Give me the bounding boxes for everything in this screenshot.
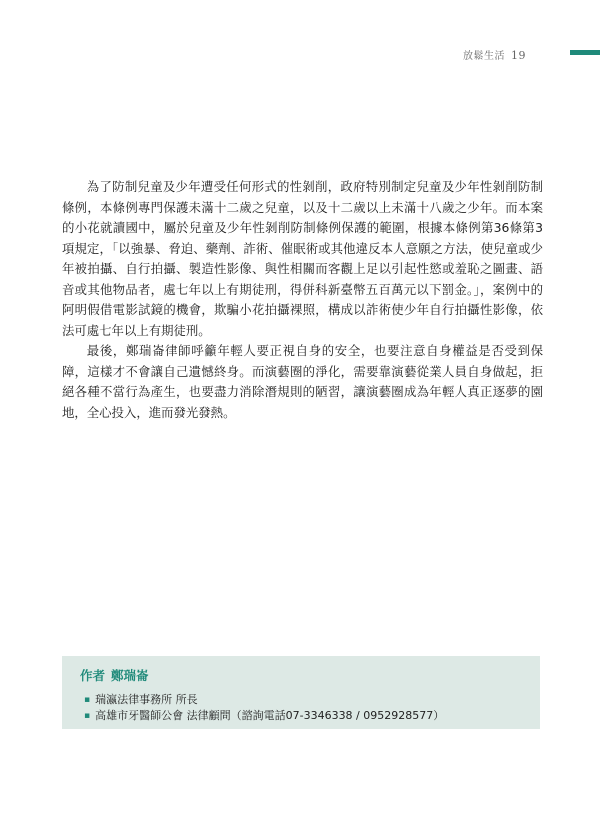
author-credentials — [80, 692, 522, 724]
credential-text: 高雄市牙醫師公會 法律顧問（諮詢電話07-3346338 / 0952928577） — [95, 709, 445, 722]
credential-item — [80, 692, 522, 708]
paragraph-1: 為了防制兒童及少年遭受任何形式的性剝削，政府特別制定兒童及少年性剝削防制條例，本條例專門保護未滿十二歲之兒童，以及十二歲以上未滿十八歲之少年。而本案的小花就讀國中，屬於兒童及少年性剝削防制條例保護的範圍，根據本條例第36條第3項規定，「以強暴、脅迫、藥劑、詐術、催眠術或其他違反本人意願之方法，使兒童或少年被拍攝、自行拍攝、製造性影像、與性相關而客觀上足以引起性慾或羞恥之圖畫、語音或其他物品者，處七年以上有期徒刑，得併科新臺幣五百萬元以下罰金。」，案例中的阿明假借電影試鏡的機會，欺騙小花拍攝裸照，構成以詐術使少年自行拍攝性影像，依法可處七年以上有期徒刑。 — [62, 179, 543, 338]
credential-text: 瑞瀛法律事務所 所長 — [95, 693, 198, 706]
author-name: 鄭瑞崙 — [111, 668, 149, 683]
article-body — [62, 177, 543, 423]
section-title: 放鬆生活 — [463, 51, 505, 62]
page-number: 19 — [511, 49, 526, 62]
bullet-icon: ▪ — [84, 695, 91, 705]
credential-item — [80, 708, 522, 724]
author-label: 作者 — [80, 668, 106, 683]
header-accent-bar — [570, 50, 600, 55]
author-box — [62, 656, 540, 729]
author-heading — [80, 666, 522, 684]
bullet-icon: ▪ — [84, 711, 91, 721]
paragraph-2: 最後，鄭瑞崙律師呼籲年輕人要正視自身的安全，也要注意自身權益是否受到保障，這樣才不會讓自己遺憾終身。而演藝圈的淨化，需要靠演藝從業人員自身做起，拒絕各種不當行為產生，也要盡力消除潛規則的陋習，讓演藝圈成為年輕人真正逐夢的園地，全心投入，進而發光發熱。 — [62, 343, 543, 420]
running-header — [463, 47, 526, 62]
